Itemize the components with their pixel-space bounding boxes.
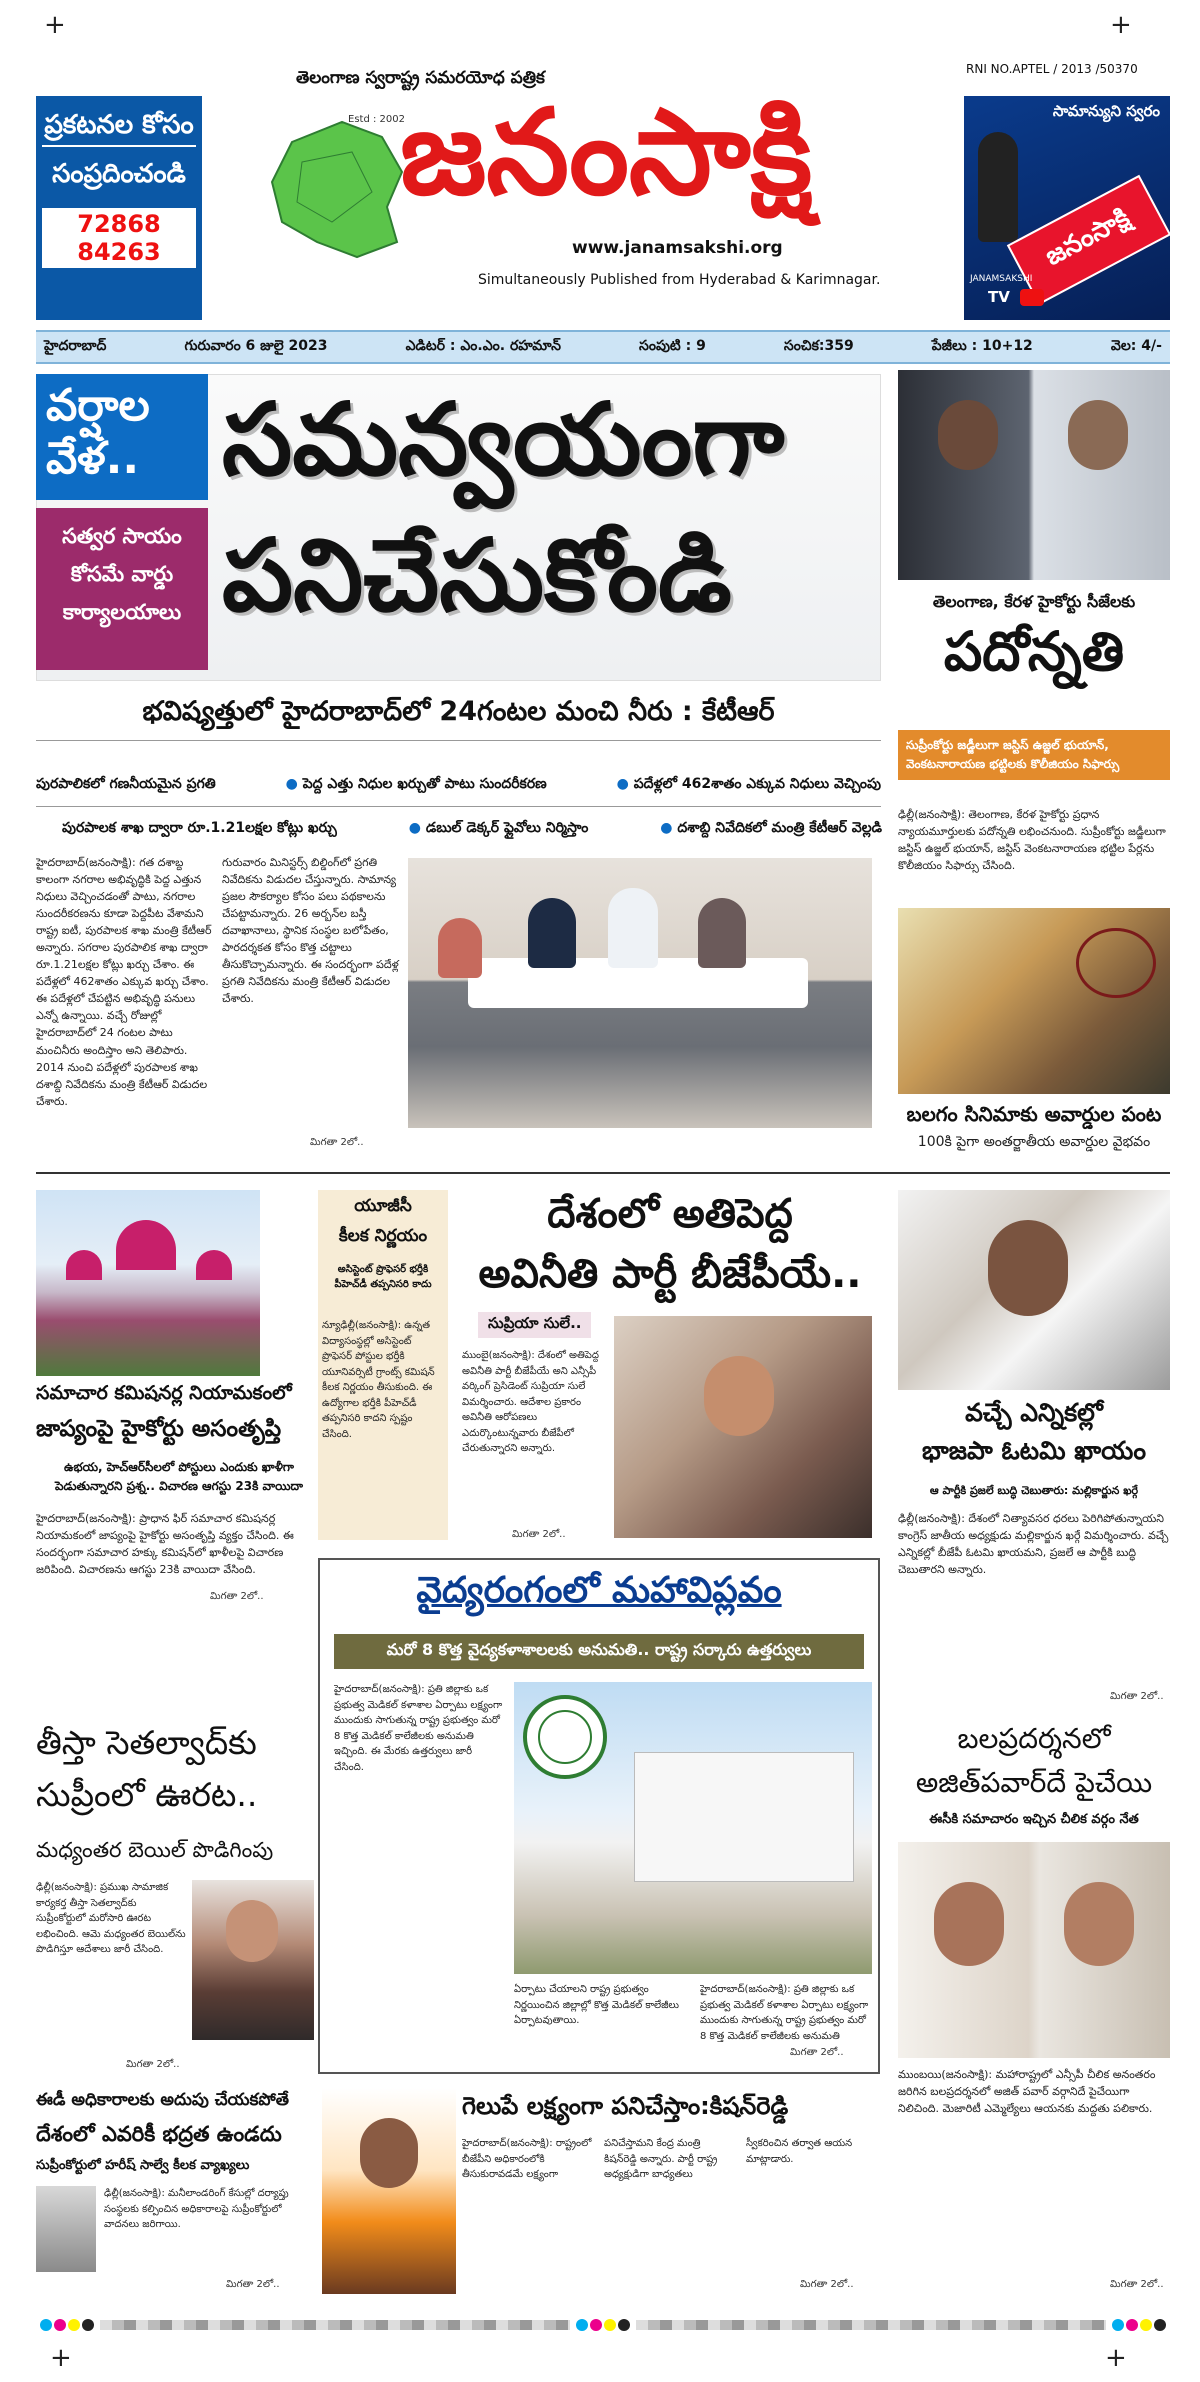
teesta-more: మిగతా 2లో.. xyxy=(126,2059,180,2070)
balagam-poster xyxy=(898,908,1170,1094)
left-ad-line2: సంప్రదించండి xyxy=(52,159,186,189)
teesta-headline-1: తీస్తా సెతల్వాద్‌కు xyxy=(36,1723,257,1762)
lead-bullet: ● పదేళ్లలో 462శాతం ఎక్కువ నిధులు వెచ్చింపు xyxy=(616,776,881,792)
registration-mark: + xyxy=(1105,2343,1127,2373)
ed-more: మిగతా 2లో.. xyxy=(226,2279,280,2290)
dateline-volume: సంపుటి : 9 xyxy=(639,337,706,354)
dateline-price: వెల: 4/- xyxy=(1110,337,1162,354)
hc-subhead: ఉభయ, హెచ్‌ఆర్‌సీలలో పోస్టులు ఎందుకు ఖాళీగా పెడుతున్నారని ప్రశ్న.. విచారణ ఆగస్టు 23కి వాయిదా xyxy=(54,1460,304,1494)
side-note-line: సత్వర సాయం xyxy=(62,524,182,548)
gray-ramp xyxy=(636,2320,1106,2330)
side-note-line: కోసమే వార్డు xyxy=(70,561,174,586)
rni-number: RNI NO.APTEL / 2013 /50370 xyxy=(966,62,1138,76)
cj-banner-line: సుప్రీంకోర్టు జడ్జీలుగా జస్టిస్‌ ఉజ్జల్‌ భుయాన్‌, xyxy=(906,738,1109,752)
person-face xyxy=(988,1220,1068,1316)
tv-ad-tv: TV xyxy=(988,288,1010,306)
cmyk-swatches xyxy=(1112,2319,1166,2331)
medical-college-photo xyxy=(514,1682,872,1974)
hc-headline-2: జాప్యంపై హైకోర్టు అసంతృప్తి xyxy=(36,1416,282,1442)
hc-headline-1: సమాచార కమిషనర్ల నియామకంలో xyxy=(36,1382,292,1404)
person-face xyxy=(938,400,998,470)
lead-body-col2: గురువారం మినిస్టర్స్‌ బిల్డింగ్‌లో ప్రగతి నివేదికను విడుదల చేస్తున్నారు. సామాన్య ప్రజల సౌకర్యాల కోసం పలు పథకాలను చేపట్టామన్నారు. 26 అర్బన్‌ల బస్తీ దవాఖానాలు, స్థానిక సంస్థల బలోపేతం, పారదర్శకత కోసం కొత్త చట్టాలు తీసుకొచ్చామన్నారు. ఈ సందర్భంగా పదేళ్ల ప్రగతి నివేదికను మంత్రి కేటీఆర్‌ విడుదల చేశారు. xyxy=(222,856,399,1006)
kharge-more: మిగతా 2లో.. xyxy=(1110,1691,1164,1702)
bjp-tag: సుప్రియా సులే.. xyxy=(478,1312,591,1338)
pawar-photos xyxy=(898,1842,1170,2058)
lead-bullet: ● దశాబ్ది నివేదికలో మంత్రి కేటీఆర్‌ వెల్లడి xyxy=(660,820,882,836)
kharge-headline-1: వచ్చే ఎన్నికల్లో xyxy=(965,1398,1103,1427)
bjp-headline-1: దేశంలో అతిపెద్ద xyxy=(547,1191,793,1237)
cj-body: ఢిల్లీ(జనంసాక్షి): తెలంగాణ, కేరళ హైకోర్టు ప్రధాన న్యాయమూర్తులకు పదోన్నతి లభించనుంది. సుప్రీంకోర్టు జడ్జీలుగా జస్టిస్‌ ఉజ్జల్‌ భుయాన్‌, జస్టిస్‌ వెంకటనారాయణ భట్టిల పేర్లను కొలీజియం సిఫార్సు చేసింది. xyxy=(898,808,1166,873)
kharge-photo xyxy=(898,1190,1170,1390)
microphone-icon xyxy=(978,132,1018,242)
health-more: మిగతా 2లో.. xyxy=(790,2047,844,2058)
lead-more: మిగతా 2లో.. xyxy=(310,1137,364,1148)
ugc-subhead: అసిస్టెంట్‌ ప్రొఫెసర్‌ భర్తీకి పీహెచ్‌డీ తప్పనిసరి కాదు xyxy=(334,1264,432,1290)
lead-kicker-box xyxy=(36,374,208,500)
left-ad-box xyxy=(36,96,202,320)
right-tv-ad xyxy=(964,96,1170,320)
film-headline: బలగం సినిమాకు అవార్డుల పంట xyxy=(906,1102,1162,1126)
health-body-3: హైదరాబాద్‌(జనంసాక్షి): ప్రతి జిల్లాకు ఒక ప్రభుత్వ మెడికల్‌ కళాశాల ఏర్పాటు లక్ష్యంగా ముందుకు సాగుతున్న రాష్ట్ర ప్రభుత్వం మరో 8 కొత్త మెడికల్‌ కాలేజీలకు అనుమతి xyxy=(700,1984,869,2042)
lead-headline-1: సమన్వయంగా xyxy=(222,381,785,498)
lead-bullet: పురపాలికలో గణనీయమైన ప్రగతి xyxy=(36,776,216,792)
person-face xyxy=(704,1356,774,1436)
person-shape xyxy=(528,898,576,968)
kishan-headline: గెలుపే లక్ష్యంగా పనిచేస్తాం:కిషన్‌రెడ్డి xyxy=(462,2092,789,2120)
government-seal-icon xyxy=(520,1692,610,1782)
ugc-title-1: యూజీసీ xyxy=(354,1196,412,1216)
dateline-date: గురువారం 6 జులై 2023 xyxy=(184,337,328,354)
teesta-photo xyxy=(192,1880,314,2040)
cj-banner-line: వెంకటనారాయణ భట్టిలకు కొలీజియం సిఫార్సు xyxy=(906,757,1120,772)
dome-shape xyxy=(116,1220,176,1270)
cj-caption: తెలంగాణ, కేరళ హైకోర్టు సీజేలకు xyxy=(932,592,1136,611)
lead-bullet: ● పెద్ద ఎత్తు నిధుల ఖర్చుతో పాటు సుందరీకరణ xyxy=(285,776,547,792)
dateline-bar xyxy=(36,330,1170,364)
lead-kicker-1: వర్షాల xyxy=(46,380,150,431)
registration-mark: + xyxy=(1110,10,1132,40)
masthead-website: www.janamsakshi.org xyxy=(572,238,783,258)
ajit-headline-1: బలప్రదర్శనలో xyxy=(957,1722,1111,1755)
bjp-more: మిగతా 2లో.. xyxy=(512,1529,566,1540)
tv-ad-small: JANAMSAKSHI xyxy=(970,274,1033,284)
lead-kicker-2: వేళ.. xyxy=(46,432,140,484)
person-shape xyxy=(698,898,746,968)
lead-body-col1: హైదరాబాద్‌(జనంసాక్షి): గత దశాబ్ద కాలంగా నగరాల అభివృద్ధికి పెద్ద ఎత్తున నిధులు వెచ్చించడంతో పాటు, నగరాల సుందరీకరణను కూడా పెద్దపీట వేశామని రాష్ట్ర ఐటీ, పురపాలక శాఖ మంత్రి కేటీఆర్‌ అన్నారు. సగరాల పురపాలిక శాఖ ద్వారా రూ.1.21లక్షల కోట్లు ఖర్చు చేశాం. ఈ పదేళ్లలో 462శాతం ఎక్కువ ఖర్చు చేశాం. ఈ పదేళ్లలో చేపట్టిన అభివృద్ధి పనులు ఎన్నో ఉన్నాయి. వచ్చే రోజుల్లో హైదరాబాద్‌లో 24 గంటల పాటు మంచినీరు అందిస్తాం అని తెలిపారు. 2014 నుంచి పదేళ్లలో పురపాలక శాఖ దశాబ్ది నివేదికను మంత్రి కేటీఆర్‌ విడుదల చేశారు. xyxy=(36,856,212,1108)
masthead-tagline: తెలంగాణ స్వరాష్ట్ర సమరయోధ పత్రిక xyxy=(296,68,545,88)
bjp-headline-2: అవినీతి పార్టీ బీజేపీయే.. xyxy=(478,1251,862,1297)
health-headline: వైద్యరంగంలో మహావిప్లవం xyxy=(416,1570,782,1611)
ed-body: ఢిల్లీ(జనంసాక్షి): మనీలాండరింగ్‌ కేసుల్లో దర్యాప్తు సంస్థలకు కల్పించిన అధికారాలపై సుప్రీంకోర్టులో వాదనలు జరిగాయి. xyxy=(104,2188,289,2230)
ajit-headline-2: అజిత్‌పవార్‌దే పైచేయి xyxy=(915,1766,1153,1799)
registration-mark: + xyxy=(50,2343,72,2373)
section-divider xyxy=(36,1172,1170,1174)
person-face xyxy=(1068,400,1128,470)
youtube-icon xyxy=(1020,289,1044,306)
ed-headline-1: ఈడీ అధికారాలకు అదుపు చేయకపోతే xyxy=(36,2090,289,2110)
dateline-editor: ఎడిటర్ : ఎం.ఎం. రహమాన్ xyxy=(405,337,561,354)
cmyk-swatches xyxy=(576,2319,630,2331)
dateline-issue: సంచిక:359 xyxy=(783,337,854,354)
tv-ad-caption: సామాన్యుని స్వరం xyxy=(1052,102,1160,120)
person-shape xyxy=(438,918,482,978)
hc-body: హైదరాబాద్‌(జనంసాక్షి): ప్రాధాన ఫిర్‌ సమాచార కమిషనర్ల నియామకంలో జాప్యంపై హైకోర్టు అసంతృప్తి వ్యక్తం చేసింది. ఈ సందర్భంగా సమాచార హక్కు కమిషన్‌లో ఖాళీలపై విచారణ జరిపింది. విచారణను ఆగస్టు 23కి వాయిదా వేసింది. xyxy=(36,1512,294,1577)
gray-ramp xyxy=(100,2320,570,2330)
dome-shape xyxy=(196,1250,232,1280)
film-subhead: 100కి పైగా అంతర్జాతీయ అవార్డుల వైభవం xyxy=(917,1134,1151,1150)
ugc-body: న్యూఢిల్లీ(జనంసాక్షి): ఉన్నత విద్యాసంస్థల్లో అసిస్టెంట్‌ ప్రొఫెసర్‌ పోస్టుల భర్తీకి యూనివర్సిటీ గ్రాంట్స్‌ కమిషన్‌ కీలక నిర్ణయం తీసుకుంది. ఈ ఉద్యోగాల భర్తీకి పీహెచ్‌డీ తప్పనిసరి కాదని స్పష్టం చేసింది. xyxy=(322,1320,435,1440)
kharge-subhead: ఆ పార్టీకి ప్రజలే బుద్ధి చెబుతారు: మల్లికార్జున ఖర్గే xyxy=(929,1484,1139,1497)
telangana-map-icon xyxy=(262,112,412,262)
cj-headline: పదోన్నతి xyxy=(943,620,1125,683)
dome-shape xyxy=(66,1250,102,1280)
supreme-court-photo xyxy=(36,2186,96,2272)
print-color-bar xyxy=(40,2318,1166,2332)
registration-mark: + xyxy=(44,10,66,40)
health-body-2: ఏర్పాటు చేయాలని రాష్ట్ర ప్రభుత్వం నిర్ణయించిన జిల్లాల్లో కొత్త మెడికల్‌ కాలేజీలు ఏర్పాటవుతాయి. xyxy=(514,1984,679,2026)
masthead-estd: Estd : 2002 xyxy=(348,114,405,125)
masthead-title: జనంసాక్షి xyxy=(400,83,813,221)
ajit-subhead: ఈసీకి సమాచారం ఇచ్చిన చీలిక వర్గం నేత xyxy=(929,1812,1139,1827)
person-shape xyxy=(608,888,658,968)
kharge-body: ఢిల్లీ(జనంసాక్షి): దేశంలో నిత్యావసర ధరలు పెరిగిపోతున్నాయని కాంగ్రెస్‌ జాతీయ అధ్యక్షుడు మల్లికార్జున ఖర్గే విమర్శించారు. వచ్చే ఎన్నికల్లో బీజేపీ ఓటమి ఖాయమని, ప్రజలే ఆ పార్టీకి బుద్ధి చెబుతారని అన్నారు. xyxy=(898,1512,1169,1577)
divider xyxy=(36,806,881,807)
bjp-body: ముంబై(జనంసాక్షి): దేశంలో అతిపెద్ద అవినీతి పార్టీ బీజేపీయే అని ఎన్సీపీ వర్కింగ్‌ ప్రెసిడెంట్‌ సుప్రియా సులే విమర్శించారు. ఆదేశాల ప్రకారం అవినీతి ఆరోపణలు ఎదుర్కొంటున్నవారు బీజేపీలో చేరుతున్నారని అన్నారు. xyxy=(462,1350,599,1454)
hc-more: మిగతా 2లో.. xyxy=(210,1591,264,1602)
dateline-pages: పేజీలు : 10+12 xyxy=(931,337,1033,354)
health-subhead: మరో 8 కొత్త వైద్యకళాశాలలకు అనుమతి.. రాష్ట్ర సర్కారు ఉత్తర్వులు xyxy=(334,1634,864,1669)
lead-bullets-1 xyxy=(36,776,881,795)
left-ad-phone: 72868 84263 xyxy=(42,208,196,268)
ugc-title-2: కీలక నిర్ణయం xyxy=(338,1226,428,1246)
kishan-photo xyxy=(322,2088,456,2294)
teesta-subhead: మధ్యంతర బెయిల్‌ పొడిగింపు xyxy=(36,1838,274,1862)
cj-banner xyxy=(898,730,1170,780)
kishan-body: హైదరాబాద్‌(జనంసాక్షి): రాష్ట్రంలో బీజేపీని అధికారంలోకి తీసుకురావడమే లక్ష్యంగా పనిచేస్తామని కేంద్ర మంత్రి కిషన్‌రెడ్డి అన్నారు. పార్టీ రాష్ట్ర అధ్యక్షుడిగా బాధ్యతలు స్వీకరించిన తర్వాత ఆయన మాట్లాడారు. xyxy=(462,2138,853,2180)
masthead-published: Simultaneously Published from Hyderabad & Karimnagar. xyxy=(478,272,881,288)
left-ad-line1: ప్రకటనల కోసం xyxy=(42,106,196,147)
tv-ad-brand: జనంసాక్షి xyxy=(1007,175,1170,305)
teesta-headline-2: సుప్రీంలో ఊరట.. xyxy=(36,1775,258,1814)
teesta-body: ఢిల్లీ(జనంసాక్షి): ప్రముఖ సామాజిక కార్యకర్త తీస్తా సెతల్వాద్‌కు సుప్రీంకోర్టులో మరోసారి ఊరట లభించింది. ఆమె మధ్యంతర బెయిల్‌ను పొడిగిస్తూ ఆదేశాలు జారీ చేసింది. xyxy=(36,1882,186,1955)
person-face xyxy=(1064,1882,1134,1966)
kharge-headline-2: భాజపా ఓటమి ఖాయం xyxy=(921,1436,1147,1465)
highcourt-photo xyxy=(36,1190,260,1376)
lead-bullets-2 xyxy=(62,820,882,839)
lead-photo xyxy=(408,858,872,1128)
cj-photos xyxy=(898,370,1170,580)
lead-bullet: పురపాలక శాఖ ద్వారా రూ.1.21లక్షల కోట్లు ఖర్చు xyxy=(62,820,337,836)
lead-bullet: ● డబుల్‌ డెక్కర్‌ ఫ్లైవోలు నిర్మిస్తాం xyxy=(408,820,589,836)
ed-headline-2: దేశంలో ఎవరికీ భద్రత ఉండదు xyxy=(36,2122,282,2146)
side-note-line: కార్యాలయాలు xyxy=(62,599,182,624)
building-shape xyxy=(634,1752,854,1882)
person-face xyxy=(360,2118,418,2188)
ed-subhead: సుప్రీంకోర్టులో హరీష్‌ సాల్వే కీలక వ్యాఖ్యలు xyxy=(36,2158,250,2173)
ajit-more: మిగతా 2లో.. xyxy=(1110,2279,1164,2290)
supriya-photo xyxy=(614,1316,872,1538)
cmyk-swatches xyxy=(40,2319,94,2331)
dateline-city: హైదరాబాద్ xyxy=(44,337,107,354)
kishan-more: మిగతా 2లో.. xyxy=(800,2279,854,2290)
divider xyxy=(36,740,881,741)
health-body: హైదరాబాద్‌(జనంసాక్షి): ప్రతి జిల్లాకు ఒక ప్రభుత్వ మెడికల్‌ కళాశాల ఏర్పాటు లక్ష్యంగా ముందుకు సాగుతున్న రాష్ట్ర ప్రభుత్వం మరో 8 కొత్త మెడికల్‌ కాలేజీలకు అనుమతి ఇచ్చింది. ఈ మేరకు ఉత్తర్వులు జారీ చేసింది. xyxy=(334,1684,503,1773)
lead-headline-2: పనిచేసుకోండి xyxy=(222,517,732,634)
ajit-body: ముంబయి(జనంసాక్షి): మహారాష్ట్రలో ఎన్సీపీ చీలిక అనంతరం జరిగిన బలప్రదర్శనలో అజిత్‌ పవార్‌ వర్గానిదే పైచేయిగా నిలిచింది. మెజారిటీ ఎమ్మెల్యేలు ఆయనకు మద్దతు పలికారు. xyxy=(898,2068,1156,2116)
lead-side-note xyxy=(36,508,208,670)
person-face xyxy=(934,1882,1004,1966)
lead-subhead: భవిష్యత్తులో హైదరాబాద్‌లో 24గంటల మంచి నీరు : కేటీఆర్ xyxy=(142,696,775,727)
poster-logo-shape xyxy=(1076,928,1156,998)
person-face xyxy=(226,1900,278,1962)
